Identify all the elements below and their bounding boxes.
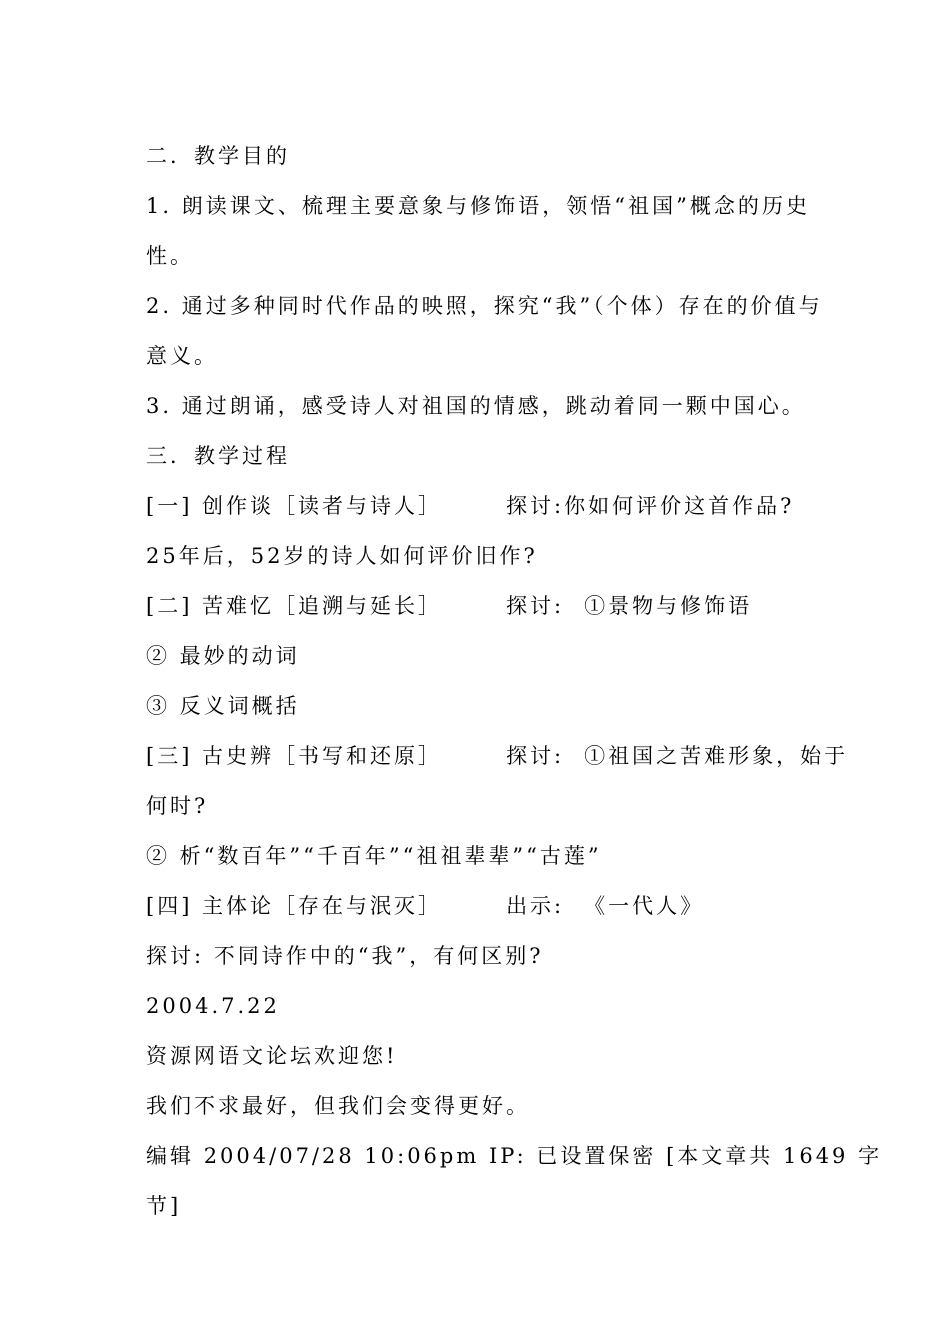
byte-count-tail: 节] [146, 1194, 182, 1218]
section-2-label: 探讨: [506, 594, 565, 618]
post-date: 2004.7.22 [146, 994, 280, 1018]
section-2-item-2: ② 最妙的动词 [146, 644, 300, 668]
byte-count: [本文章共 1649 字 [666, 1144, 883, 1168]
section-1-followup: 25年后，52岁的诗人如何评价旧作? [146, 544, 538, 568]
section-3-label: 探讨: [506, 744, 565, 768]
post-datetime: 2004/07/28 10:06pm [203, 1144, 480, 1168]
section-2-head: [二] 苦难忆［追溯与延长］ [146, 594, 443, 618]
section-3 [146, 731, 849, 781]
section-3-item-2: ② 析“数百年”“千百年”“祖祖辈辈”“古莲” [146, 844, 602, 868]
section-4-followup: 探讨: 不同诗作中的“我”，有何区别? [146, 944, 544, 968]
section-1-label: 探讨: [506, 494, 565, 518]
goal-2-line-1: 2. 通过多种同时代作品的映照，探究“我”（个体）存在的价值与 [146, 294, 823, 318]
section-4-head: [四] 主体论［存在与泯灭］ [146, 894, 443, 918]
heading-teaching-goals: 二．教学目的 [146, 144, 290, 168]
ip-label: IP: [488, 1144, 527, 1168]
section-4-body: 《一代人》 [584, 894, 705, 918]
section-4-label: 出示: [506, 894, 565, 918]
forum-welcome: 资源网语文论坛欢迎您! [146, 1044, 398, 1068]
section-1-body: 你如何评价这首作品? [564, 494, 795, 518]
heading-teaching-process: 三．教学过程 [146, 444, 290, 468]
section-2-body: ①景物与修饰语 [584, 594, 753, 618]
goal-3: 3. 通过朗诵，感受诗人对祖国的情感，跳动着同一颗中国心。 [146, 394, 806, 418]
ip-value: 已设置保密 [536, 1144, 657, 1168]
section-4 [146, 881, 810, 931]
document-page [146, 131, 883, 1231]
post-footer [146, 1131, 883, 1181]
section-3-continuation: 何时? [146, 794, 209, 818]
goal-2-line-2: 意义。 [146, 344, 218, 368]
edit-link[interactable]: 编辑 [146, 1144, 194, 1168]
forum-motto: 我们不求最好，但我们会变得更好。 [146, 1094, 530, 1118]
section-1 [146, 481, 810, 531]
goal-1-line-2: 性。 [146, 244, 194, 268]
section-1-head: [一] 创作谈［读者与诗人］ [146, 494, 443, 518]
section-2 [146, 581, 810, 631]
goal-1-line-1: 1. 朗读课文、梳理主要意象与修饰语，领悟“祖国”概念的历史 [146, 194, 810, 218]
section-3-body: ①祖国之苦难形象，始于 [584, 744, 849, 768]
section-3-head: [三] 古史辨［书写和还原］ [146, 744, 443, 768]
section-2-item-3: ③ 反义词概括 [146, 694, 300, 718]
